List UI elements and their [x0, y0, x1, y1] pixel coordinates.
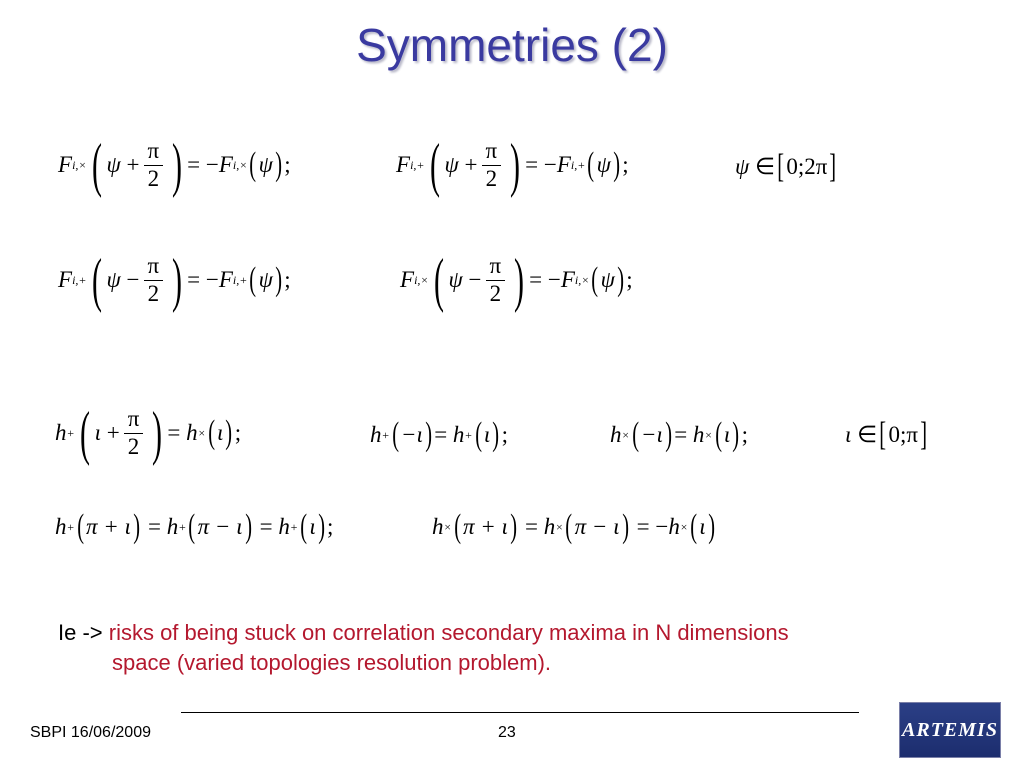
equation-psi-range: ψ ∈ [ 0;2π ]	[735, 148, 837, 185]
equation-r3a: h + ( ι + $\frac{\pi}{2}$ ) = h × ( ι ) ;	[55, 400, 242, 466]
page-number: 23	[498, 724, 516, 741]
equation-r1a: F i,× ( ψ + $\frac{\pi}{2}$ ) = − F i,× ( ψ ) ;	[58, 132, 291, 198]
footer-divider	[181, 712, 859, 713]
equation-iota-range: ι ∈ [ 0;π ]	[845, 416, 928, 453]
equation-r2b: F i,× ( ψ − $\frac{\pi}{2}$ ) = − F i,× ( ψ ) ;	[400, 247, 633, 313]
equation-r4a: h + ( π + ι ) = h + ( π − ι ) = h + ( ι ) ;	[55, 508, 334, 545]
logo-text: ARTEMIS	[902, 718, 998, 741]
equation-r1b: F i,+ ( ψ + $\frac{\pi}{2}$ ) = − F i,+ ( ψ ) ;	[396, 132, 629, 198]
slide-title: Symmetries (2)	[356, 19, 668, 71]
note-line1: risks of being stuck on correlation secondary maxima in N dimensions	[108, 620, 789, 645]
note-prefix: Ie ->	[58, 620, 109, 645]
note-text	[58, 618, 938, 678]
equation-r3c: h × ( −ι ) = h × ( ι ) ;	[610, 416, 748, 453]
footer-date: SBPI 16/06/2009	[30, 724, 151, 741]
equation-r3b: h + ( −ι ) = h + ( ι ) ;	[370, 416, 508, 453]
equation-r4b: h × ( π + ι ) = h × ( π − ι ) = − h × ( ι )	[432, 508, 715, 545]
note-line2: space (varied topologies resolution problem).	[112, 650, 552, 675]
artemis-logo	[899, 702, 1001, 758]
equation-r2a: F i,+ ( ψ − $\frac{\pi}{2}$ ) = − F i,+ ( ψ ) ;	[58, 247, 291, 313]
